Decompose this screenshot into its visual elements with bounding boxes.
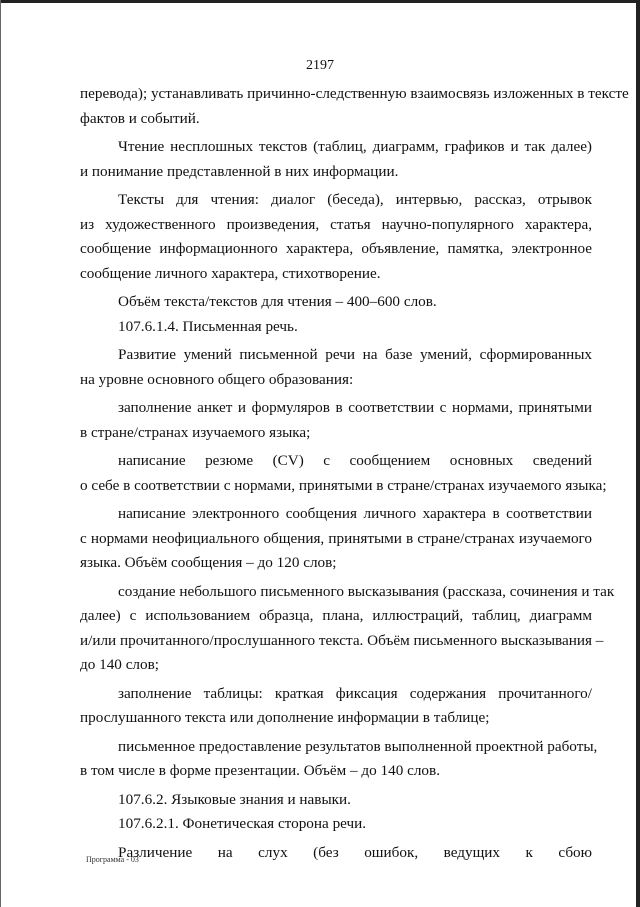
text-line: языка. Объём сообщения – до 120 слов;: [80, 554, 337, 571]
text-line: прослушанного текста или дополнение информации в таблице;: [80, 709, 490, 726]
text-line: Объём текста/текстов для чтения – 400–600 слов.: [118, 293, 437, 310]
text-line: Чтение несплошных текстов (таблиц, диаграмм, графиков и так далее): [118, 138, 592, 155]
text-line: Различение на слух (без ошибок, ведущих к сбою: [118, 843, 592, 861]
text-line: в стране/странах изучаемого языка;: [80, 423, 311, 441]
text-line: и понимание представленной в них информации.: [80, 162, 399, 180]
text-line: и/или прочитанного/прослушанного текста. Объём письменного высказывания –: [80, 631, 604, 649]
text-line: фактов и событий.: [80, 109, 200, 127]
text-line: создание небольшого письменного высказывания (рассказа, сочинения и так: [118, 582, 615, 600]
text-line: о себе в соответствии с нормами, принятыми в стране/странах изучаемого языка;: [80, 476, 607, 494]
text-line: с нормами неофициального общения, принятыми в стране/странах изучаемого: [80, 529, 592, 547]
section-heading: 107.6.2. Языковые знания и навыки.: [118, 790, 351, 808]
text-line: сообщение информационного характера, объявление, памятка, электронное: [80, 240, 592, 257]
text-line: Развитие умений письменной речи на базе умений, сформированных: [118, 346, 592, 363]
footer-mark: Программа - 03: [86, 855, 139, 864]
text-line: из художественного произведения, статья научно-популярного характера,: [80, 215, 592, 233]
section-heading: 107.6.1.4. Письменная речь.: [118, 317, 298, 335]
text-line: сообщение личного характера, стихотворение.: [80, 264, 381, 282]
scan-border-top: [0, 0, 640, 3]
text-line: в том числе в форме презентации. Объём – до 140 слов.: [80, 762, 440, 779]
scan-border-right: [636, 0, 640, 907]
text-line: заполнение таблицы: краткая фиксация содержания прочитанного/: [118, 684, 592, 702]
scan-border-left: [0, 0, 1, 907]
text-line: письменное предоставление результатов выполненной проектной работы,: [118, 737, 598, 755]
text-line: перевода); устанавливать причинно-следственную взаимосвязь изложенных в тексте: [80, 85, 629, 102]
document-body: [80, 82, 629, 865]
text-line: далее) с использованием образца, плана, иллюстраций, таблиц, диаграмм: [80, 607, 592, 624]
text-line: написание резюме (CV) с сообщением основных сведений: [118, 452, 592, 469]
text-line: на уровне основного общего образования:: [80, 370, 354, 388]
page-number: 2197: [306, 58, 334, 73]
text-line: Тексты для чтения: диалог (беседа), интервью, рассказ, отрывок: [118, 191, 592, 208]
section-heading: 107.6.2.1. Фонетическая сторона речи.: [118, 815, 367, 832]
text-line: заполнение анкет и формуляров в соответствии с нормами, принятыми: [118, 399, 592, 416]
text-line: написание электронного сообщения личного характера в соответствии: [118, 505, 592, 522]
text-line: до 140 слов;: [80, 656, 160, 673]
